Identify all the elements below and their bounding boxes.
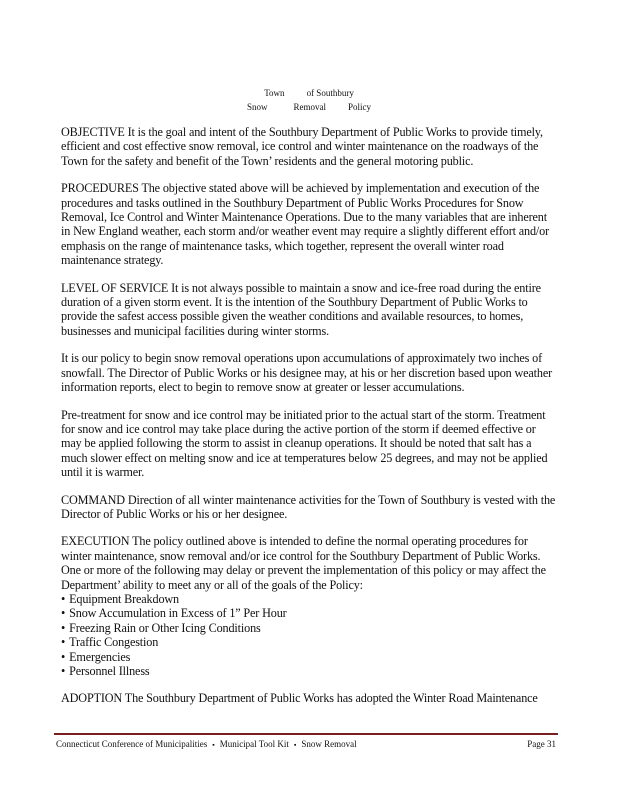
adoption-text: The Southbury Department of Public Works has adopted the Winter Road Maintenance bbox=[124, 691, 538, 706]
level-of-service-paragraph bbox=[61, 281, 557, 339]
procedures-heading: PROCEDURES bbox=[61, 181, 139, 196]
footer-topic: Snow Removal bbox=[301, 739, 357, 749]
procedures-paragraph bbox=[61, 181, 557, 267]
execution-causes-list bbox=[61, 592, 557, 678]
header-policy: Policy bbox=[348, 102, 372, 112]
adoption-heading: ADOPTION bbox=[61, 691, 123, 706]
execution-paragraph bbox=[61, 534, 557, 678]
pretreatment-text: Pre-treatment for snow and ice control may be initiated prior to the actual start of the storm. Treatment for snow and ice control may take place during the active portion of the storm if deemed effective or may be applied following the storm to assist in cleanup operations. It should be noted that salt has a much slower effect on melting snow and ice at temperatures below 25 degrees, and may not be applied until it is warmer. bbox=[61, 407, 548, 480]
command-text: Direction of all winter maintenance activities for the Town of Southbury is vested with the Director of Public Works or his or her designee. bbox=[61, 492, 556, 521]
footer-separator: ▪ bbox=[293, 741, 297, 749]
header-line-2 bbox=[0, 100, 618, 114]
footer-kit: Municipal Tool Kit bbox=[219, 739, 289, 749]
document-body bbox=[61, 125, 557, 719]
pretreatment-paragraph bbox=[61, 408, 557, 480]
header-town: Town bbox=[264, 88, 285, 98]
level-of-service-text: It is not always possible to maintain a snow and ice-free road during the entire duration of a given storm event. It is the intention of the Southbury Department of Public Works to provide the safest access possible given the weather conditions and available resources, to homes, businesses and municipal facilities during winter storms. bbox=[61, 280, 541, 338]
page-number: Page 31 bbox=[527, 739, 556, 749]
snowfall-policy-text: It is our policy to begin snow removal operations upon accumulations of approximately two inches of snowfall. The Director of Public Works or his designee may, at his or her discretion based upon weather information reports, elect to begin to remove snow at greater or lesser accumulations. bbox=[61, 351, 553, 395]
list-item: • Traffic Congestion bbox=[61, 635, 557, 649]
list-item: • Freezing Rain or Other Icing Conditions bbox=[61, 621, 557, 635]
header-snow: Snow bbox=[246, 102, 268, 112]
execution-text: The policy outlined above is intended to define the normal operating procedures for winter maintenance, snow removal and/or ice control for the Southbury Department of Public Works. One or more of the following may delay or prevent the implementation of this policy or may affect the Department’ ability to meet any or all of the goals of the Policy: bbox=[61, 534, 546, 592]
command-heading: COMMAND bbox=[61, 492, 125, 507]
list-item: • Emergencies bbox=[61, 650, 557, 664]
list-item: • Equipment Breakdown bbox=[61, 592, 557, 606]
document-header bbox=[0, 86, 618, 114]
list-item: • Personnel Illness bbox=[61, 664, 557, 678]
objective-paragraph bbox=[61, 125, 557, 168]
footer-org: Connecticut Conference of Municipalities bbox=[56, 739, 208, 749]
header-removal: Removal bbox=[293, 102, 326, 112]
page-footer bbox=[56, 739, 556, 749]
header-of-southbury: of Southbury bbox=[306, 88, 354, 98]
objective-text: It is the goal and intent of the Southbury Department of Public Works to provide timely, efficient and cost effective snow removal, ice control and winter maintenance on the roadways of the Town for the safety and benefit of the Town’ residents and the general motoring public. bbox=[61, 125, 543, 168]
snowfall-policy-paragraph bbox=[61, 351, 557, 394]
adoption-paragraph bbox=[61, 691, 557, 705]
header-line-1 bbox=[0, 86, 618, 100]
objective-heading: OBJECTIVE bbox=[61, 125, 125, 139]
procedures-text: The objective stated above will be achieved by implementation and execution of the procedures and tasks outlined in the Southbury Department of Public Works Procedures for Snow Removal, Ice Control and Winter Maintenance Operations. Due to the many variables that are inherent in New England weather, each storm and/or weather event may require a slightly different effort and/or emphasis on the range of maintenance tasks, which together, represent the overall winter road maintenance strategy. bbox=[61, 181, 549, 268]
command-paragraph bbox=[61, 493, 557, 522]
list-item: • Snow Accumulation in Excess of 1” Per Hour bbox=[61, 606, 557, 620]
footer-separator: ▪ bbox=[212, 741, 215, 749]
level-of-service-heading: LEVEL OF SERVICE bbox=[61, 280, 169, 295]
footer-divider bbox=[54, 733, 558, 735]
execution-heading: EXECUTION bbox=[61, 534, 130, 549]
